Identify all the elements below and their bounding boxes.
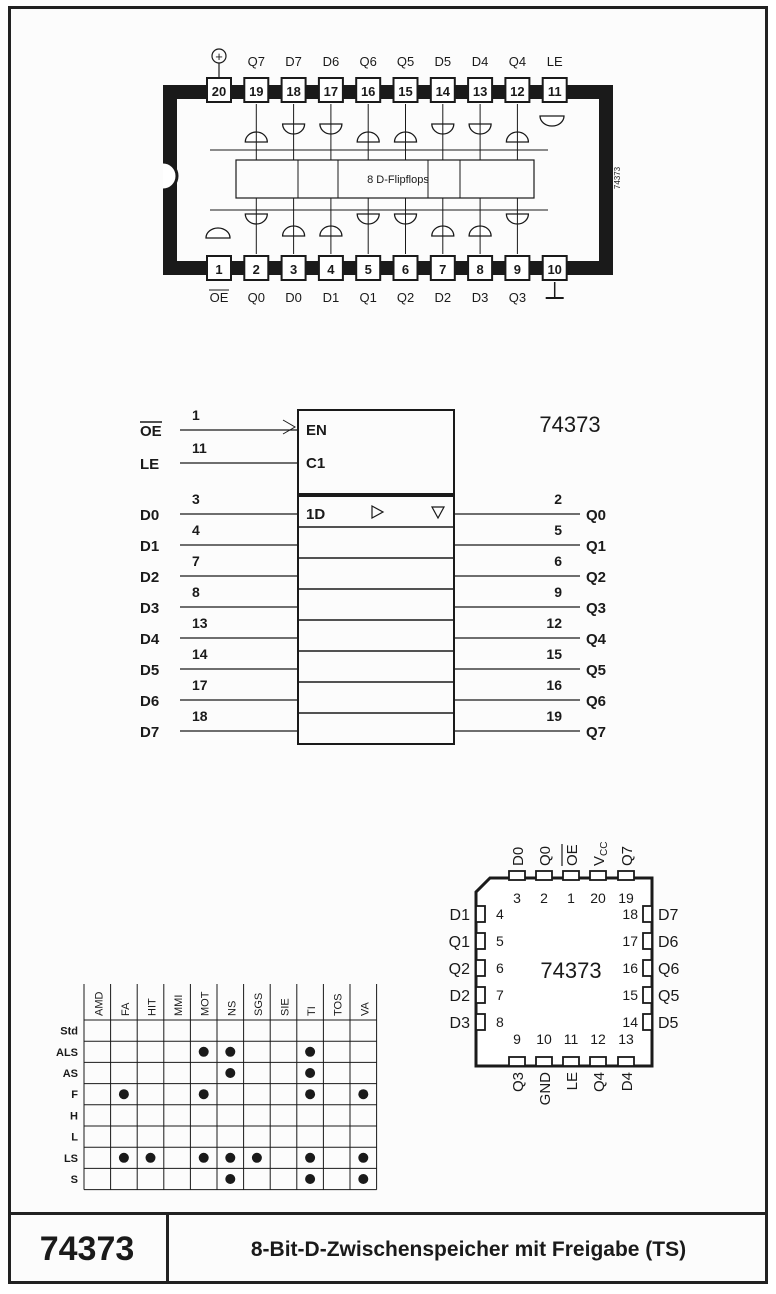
plcc-right-number: 16 xyxy=(622,960,638,976)
manufacturer-column-label: HIT xyxy=(146,998,159,1016)
plcc-right-pad xyxy=(643,933,652,949)
plcc-right-pad xyxy=(643,906,652,922)
plcc-top-pad xyxy=(509,871,525,880)
availability-dot xyxy=(225,1174,235,1184)
plcc-left-label: D1 xyxy=(449,907,470,924)
d1-label: 1D xyxy=(306,506,326,523)
plcc-left-label: Q1 xyxy=(448,934,470,951)
plcc-right-number: 15 xyxy=(622,987,638,1003)
manufacturer-column-label: AMD xyxy=(93,991,106,1016)
dip-bottom-pin-number: 7 xyxy=(439,262,447,277)
plcc-left-pad xyxy=(476,933,485,949)
input-pin-number: 4 xyxy=(192,522,200,538)
output-pin-number: 5 xyxy=(554,522,562,538)
dip-top-pin-number: 14 xyxy=(435,84,451,99)
plcc-right-pad xyxy=(643,987,652,1003)
plcc-top-number: 2 xyxy=(540,890,548,906)
output-name: Q4 xyxy=(586,631,607,648)
availability-dot xyxy=(305,1068,315,1078)
input-pin-number: 17 xyxy=(192,677,208,693)
dip-top-pin-number: 19 xyxy=(249,84,264,99)
plcc-bottom-number: 11 xyxy=(563,1031,579,1047)
dip-bottom-pin-label: D2 xyxy=(434,290,452,305)
family-row-label: ALS xyxy=(56,1046,78,1059)
plcc-top-pad xyxy=(590,871,606,880)
input-name: D5 xyxy=(140,662,160,679)
plcc-top-number: 20 xyxy=(590,890,606,906)
dip-notch xyxy=(163,162,177,190)
dip-bottom-pin-number: 2 xyxy=(252,262,260,277)
logic-title: 74373 xyxy=(539,412,601,437)
plcc-top-pad xyxy=(618,871,634,880)
manufacturer-column-label: TOS xyxy=(332,993,345,1016)
plcc-top-pad xyxy=(563,871,579,880)
plcc-left-number: 8 xyxy=(496,1014,504,1030)
footer-part-number: 74373 xyxy=(8,1215,169,1284)
availability-dot xyxy=(305,1174,315,1184)
output-name: Q5 xyxy=(586,662,607,679)
buffer-gate-top xyxy=(395,104,417,160)
manufacturer-column-label: FA xyxy=(119,1002,132,1016)
plcc-bottom-label: D4 xyxy=(619,1072,636,1092)
plcc-bottom-label: GND xyxy=(537,1072,554,1106)
plcc-top-label: Q7 xyxy=(619,845,636,866)
plcc-right-pad xyxy=(643,1014,652,1030)
availability-dot xyxy=(146,1153,156,1163)
manufacturer-table xyxy=(56,984,377,1190)
plcc-bottom-number: 12 xyxy=(590,1031,606,1047)
buffer-gate-top xyxy=(469,104,491,160)
dip-bottom-pin-number: 8 xyxy=(476,262,484,277)
dip-top-pin-label: Q5 xyxy=(396,54,415,69)
dip-bottom-pin-number: 3 xyxy=(289,262,298,277)
buffer-gate-bottom xyxy=(245,198,267,254)
plcc-right-number: 18 xyxy=(622,906,638,922)
plcc-left-pad xyxy=(476,906,485,922)
availability-dot xyxy=(225,1047,235,1057)
plcc-right-label: D5 xyxy=(658,1015,679,1032)
family-row-label: F xyxy=(71,1089,78,1102)
control-input-name: OE xyxy=(140,423,162,440)
plcc-top-pad xyxy=(536,871,552,880)
plcc-right-number: 14 xyxy=(622,1014,638,1030)
input-name: D2 xyxy=(140,569,160,586)
plcc-pinout-diagram xyxy=(449,842,680,1106)
availability-dot xyxy=(358,1089,368,1099)
buffer-gate-top xyxy=(432,104,454,160)
dip-bottom-pin-number: 10 xyxy=(547,262,562,277)
manufacturer-column-label: NS xyxy=(226,1000,239,1016)
input-pin-number: 7 xyxy=(192,553,200,569)
output-pin-number: 19 xyxy=(546,708,562,724)
dip-top-pin-number: 13 xyxy=(472,84,488,99)
plcc-left-label: D3 xyxy=(449,1015,470,1032)
dip-bottom-pin-label: Q0 xyxy=(247,290,265,305)
family-row-label: S xyxy=(70,1174,78,1186)
availability-dot xyxy=(119,1153,129,1163)
dip-top-pin-number: 17 xyxy=(323,84,339,99)
footer-description: 8-Bit-D-Zwischenspeicher mit Freigabe (TS) xyxy=(250,1237,687,1261)
buffer-gate-bottom xyxy=(283,198,305,254)
footer-bar xyxy=(8,1212,768,1284)
plcc-top-label: $V_{CC}$ xyxy=(591,841,610,866)
plcc-bottom-label: Q4 xyxy=(591,1072,608,1093)
manufacturer-column-label: MOT xyxy=(199,991,212,1016)
plcc-bottom-number: 13 xyxy=(618,1031,634,1047)
input-pin-number: 18 xyxy=(192,708,208,724)
dip-bottom-pin-number: 9 xyxy=(513,262,522,277)
buffer-gate-bottom xyxy=(320,198,342,254)
dip-top-pin-number: 16 xyxy=(360,84,376,99)
availability-dot xyxy=(225,1153,235,1163)
plcc-left-label: D2 xyxy=(449,988,470,1005)
plcc-left-number: 5 xyxy=(496,933,504,949)
buffer-gate-bottom xyxy=(395,198,417,254)
plcc-right-label: D6 xyxy=(658,934,679,951)
buffer-gate-bottom xyxy=(432,198,454,254)
availability-dot xyxy=(199,1089,209,1099)
plcc-top-number: 3 xyxy=(513,890,521,906)
input-name: D3 xyxy=(140,600,160,617)
dip-side-label: 74373 xyxy=(613,166,622,190)
input-name: D7 xyxy=(140,724,160,741)
dip-top-pin-label: + xyxy=(215,49,223,64)
dip-top-pin-number: 12 xyxy=(510,84,525,99)
dip-bottom-pin-label: D3 xyxy=(471,290,489,305)
logic-symbol-diagram xyxy=(140,407,607,744)
input-pin-number: 3 xyxy=(192,491,200,507)
output-pin-number: 9 xyxy=(554,584,562,600)
dip-top-pin-label: Q7 xyxy=(247,54,265,69)
dip-top-pin-number: 20 xyxy=(211,84,227,99)
dip-bottom-pin-label: Q1 xyxy=(359,290,377,305)
tristate-symbol xyxy=(432,507,444,518)
dip-top-pin-number: 18 xyxy=(286,84,301,99)
plcc-bottom-pad xyxy=(509,1057,525,1066)
dip-bottom-pin-number: 6 xyxy=(401,262,410,277)
output-name: Q7 xyxy=(586,724,607,741)
availability-dot xyxy=(358,1174,368,1184)
output-pin-number: 15 xyxy=(546,646,562,662)
plcc-top-label: D0 xyxy=(510,846,527,866)
input-pin-number: 13 xyxy=(192,615,208,631)
availability-dot xyxy=(305,1047,315,1057)
dip-top-pin-number: 15 xyxy=(398,84,413,99)
dip-bottom-pin-number: 1 xyxy=(215,262,223,277)
dip-top-pin-label: D7 xyxy=(285,54,302,69)
plcc-right-label: Q5 xyxy=(658,988,680,1005)
dip-bottom-pin-label: D0 xyxy=(285,290,302,305)
availability-dot xyxy=(119,1089,129,1099)
dip-bottom-pin-label: Q3 xyxy=(508,290,527,305)
dip-top-pin-label: Q6 xyxy=(359,54,377,69)
plcc-bottom-pad xyxy=(618,1057,634,1066)
plcc-bottom-number: 9 xyxy=(513,1031,521,1047)
plcc-left-number: 4 xyxy=(496,906,504,922)
manufacturer-column-label: VA xyxy=(359,1002,372,1016)
output-name: Q2 xyxy=(586,569,607,586)
family-row-label: AS xyxy=(62,1068,78,1080)
le-gate xyxy=(540,116,564,126)
dip-pinout-diagram xyxy=(163,49,622,305)
family-row-label: H xyxy=(70,1110,78,1123)
output-pin-number: 6 xyxy=(554,553,562,569)
availability-dot xyxy=(305,1089,315,1099)
dip-top-pin-number: 11 xyxy=(547,84,562,99)
buffer-gate-top xyxy=(506,104,528,160)
dip-bottom-pin-number: 5 xyxy=(364,262,372,277)
dip-top-pin-label: LE xyxy=(546,54,563,69)
buffer-gate-top xyxy=(283,104,305,160)
plcc-left-pad xyxy=(476,987,485,1003)
manufacturer-column-label: TI xyxy=(306,1006,319,1016)
plcc-bottom-label: LE xyxy=(564,1072,581,1091)
input-name: D0 xyxy=(140,507,160,524)
plcc-bottom-pad xyxy=(563,1057,579,1066)
plcc-right-label: Q6 xyxy=(658,961,680,978)
buffer-gate-top xyxy=(357,104,379,160)
dip-top-pin-label: Q4 xyxy=(508,54,527,69)
plcc-center-label: 74373 xyxy=(540,958,602,983)
plcc-right-pad xyxy=(643,960,652,976)
buffer-gate-bottom xyxy=(469,198,491,254)
plcc-left-number: 6 xyxy=(496,960,504,976)
en-label: EN xyxy=(306,422,327,439)
plcc-left-number: 7 xyxy=(496,987,504,1003)
plcc-left-pad xyxy=(476,960,485,976)
buffer-gate-bottom xyxy=(506,198,528,254)
manufacturer-column-label: SIE xyxy=(279,998,292,1016)
output-name: Q0 xyxy=(586,507,607,524)
availability-dot xyxy=(199,1153,209,1163)
family-row-label: LS xyxy=(63,1152,78,1165)
manufacturer-column-label: MMI xyxy=(173,994,186,1016)
dip-top-pin-label: D5 xyxy=(434,54,452,69)
plcc-left-pad xyxy=(476,1014,485,1030)
output-name: Q6 xyxy=(586,693,607,710)
buffer-gate-top xyxy=(320,104,342,160)
input-pin-number: 8 xyxy=(192,584,200,600)
output-name: Q3 xyxy=(586,600,607,617)
control-input-name: LE xyxy=(140,456,160,473)
control-pin-number: 11 xyxy=(192,440,207,456)
plcc-right-label: D7 xyxy=(658,907,679,924)
plcc-top-number: 1 xyxy=(567,890,575,906)
plcc-top-label: Q0 xyxy=(537,845,554,866)
plcc-top-number: 19 xyxy=(618,890,634,906)
dip-top-pin-label: D4 xyxy=(471,54,489,69)
availability-dot xyxy=(199,1047,209,1057)
en-arrow xyxy=(283,420,295,434)
buffer-gate-top xyxy=(245,104,267,160)
dip-bottom-pin-label: D1 xyxy=(322,290,340,305)
buffer-gate-bottom xyxy=(357,198,379,254)
flipflop-block-label: 8 D-Flipflops xyxy=(367,174,429,186)
availability-dot xyxy=(305,1153,315,1163)
plcc-bottom-label: Q3 xyxy=(510,1072,527,1093)
family-row-label: L xyxy=(71,1131,78,1144)
input-pin-number: 14 xyxy=(192,646,208,662)
plcc-left-label: Q2 xyxy=(448,961,470,978)
dip-bottom-pin-label: OE xyxy=(209,290,229,305)
output-name: Q1 xyxy=(586,538,607,555)
output-pin-number: 2 xyxy=(554,491,562,507)
output-pin-number: 12 xyxy=(546,615,562,631)
buffer-symbol xyxy=(372,506,383,518)
availability-dot xyxy=(358,1153,368,1163)
input-name: D4 xyxy=(140,631,160,648)
plcc-bottom-pad xyxy=(590,1057,606,1066)
input-name: D6 xyxy=(140,693,160,710)
control-pin-number: 1 xyxy=(192,407,200,423)
plcc-top-label: OE xyxy=(564,844,581,866)
dip-top-pin-label: D6 xyxy=(322,54,340,69)
c1-label: C1 xyxy=(306,455,326,472)
output-pin-number: 16 xyxy=(546,677,562,693)
availability-dot xyxy=(225,1068,235,1078)
input-name: D1 xyxy=(140,538,160,555)
plcc-bottom-pad xyxy=(536,1057,552,1066)
dip-bottom-pin-number: 4 xyxy=(327,262,335,277)
vcc-subscript: CC xyxy=(599,841,610,856)
oe-gate xyxy=(206,228,230,238)
manufacturer-column-label: SGS xyxy=(252,992,265,1016)
plcc-bottom-number: 10 xyxy=(536,1031,552,1047)
family-row-label: Std xyxy=(60,1025,78,1038)
plcc-right-number: 17 xyxy=(622,933,638,949)
availability-dot xyxy=(252,1153,262,1163)
dip-bottom-pin-label: Q2 xyxy=(396,290,415,305)
